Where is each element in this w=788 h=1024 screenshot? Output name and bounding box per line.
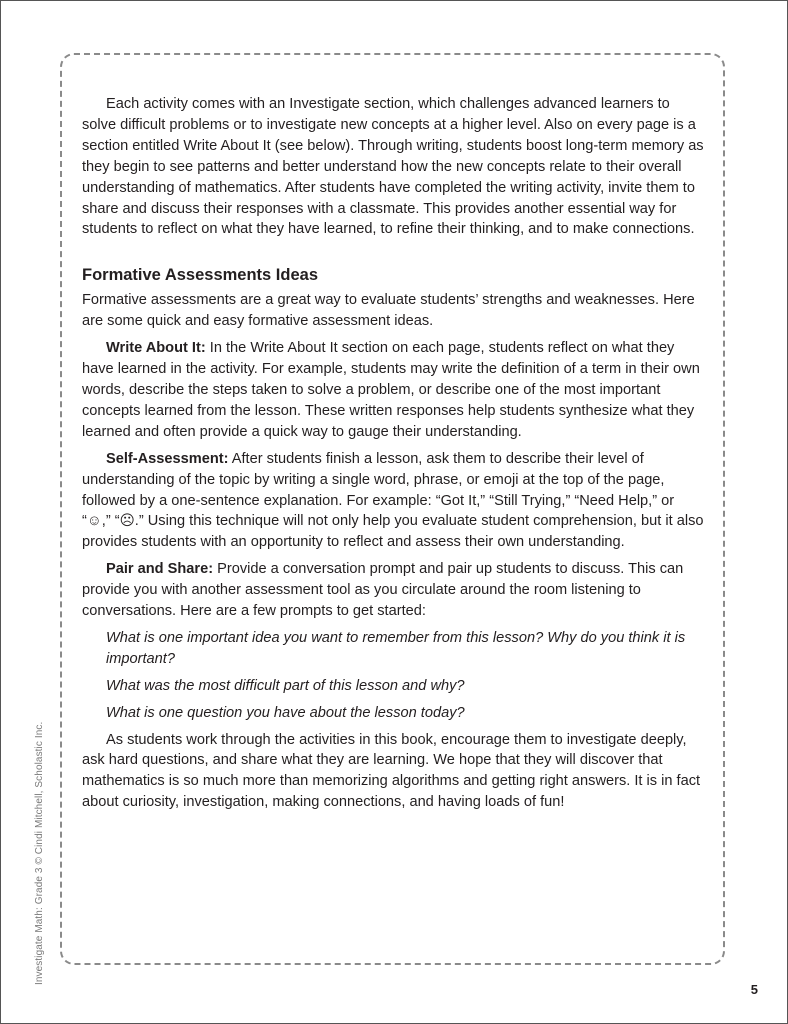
pair-and-share-paragraph [82,559,704,622]
section-heading: Formative Assessments Ideas [82,266,319,285]
write-about-it-lead: Write About It: [106,340,206,357]
intro-paragraph: Each activity comes with an Investigate section, which challenges advanced learners to solve difficult problems or to investigate new concepts at a higher level. Also on every page is a section entitled Write About It (see below). Through writing, students boost long-term memory as they begin to see patterns and better understand how the new concepts relate to their overall understanding of mathematics. After students have completed the writing activity, invite them to share and discuss their responses with a classmate. This provides another essential way for students to reflect on what they have learned, to refine their thinking, and to make connections. [82,96,704,238]
self-assessment-lead: Self-Assessment: [106,450,229,467]
pair-and-share-lead: Pair and Share: [106,561,214,578]
document-body [82,94,704,813]
discussion-prompt: What is one important idea you want to remember from this lesson? Why do you think it is important? [106,629,686,667]
discussion-prompt: What is one question you have about the lesson today? [106,704,465,721]
write-about-it-text: In the Write About It section on each page, students reflect on what they have learned in the activity. For example, students may write the definition of a term in their own words, describe the steps taken to solve a problem, or describe one of the most important concepts learned from the lesson. These written responses help students synthesize what they learned and often provide a quick way to gauge their understanding. [82,340,700,440]
self-assessment-paragraph [82,449,704,554]
copyright-credit: Investigate Math: Grade 3 © Cindi Mitchell, Scholastic Inc. [34,721,45,985]
closing-paragraph: As students work through the activities in this book, encourage them to investigate deeply, ask hard questions, and share what they are learning. We hope that they will discover that mathematics is so much more than memorizing algorithms and getting right answers. It is in fact about curiosity, investigation, making connections, and having loads of fun! [82,731,701,811]
write-about-it-paragraph [82,338,704,443]
discussion-prompt: What was the most difficult part of this lesson and why? [106,677,465,694]
section-intro: Formative assessments are a great way to evaluate students’ strengths and weaknesses. Here are some quick and easy formative assessment ideas. [82,292,695,330]
self-assessment-text: After students finish a lesson, ask them to describe their level of understanding of the topic by writing a single word, phrase, or emoji at the top of the page, followed by a one-sentence explanation. For example: “Got It,” “Still Trying,” “Need Help,” or “☺,” “☹.” Using this technique will not only help you evaluate student comprehension, but it also provides students with an opportunity to reflect and assess their own understanding. [82,450,704,551]
pair-and-share-text: Provide a conversation prompt and pair up students to discuss. This can provide you with another assessment tool as you circulate around the room listening to conversations. Here are a few prompts to get started: [82,561,684,620]
page-number: 5 [750,982,758,997]
